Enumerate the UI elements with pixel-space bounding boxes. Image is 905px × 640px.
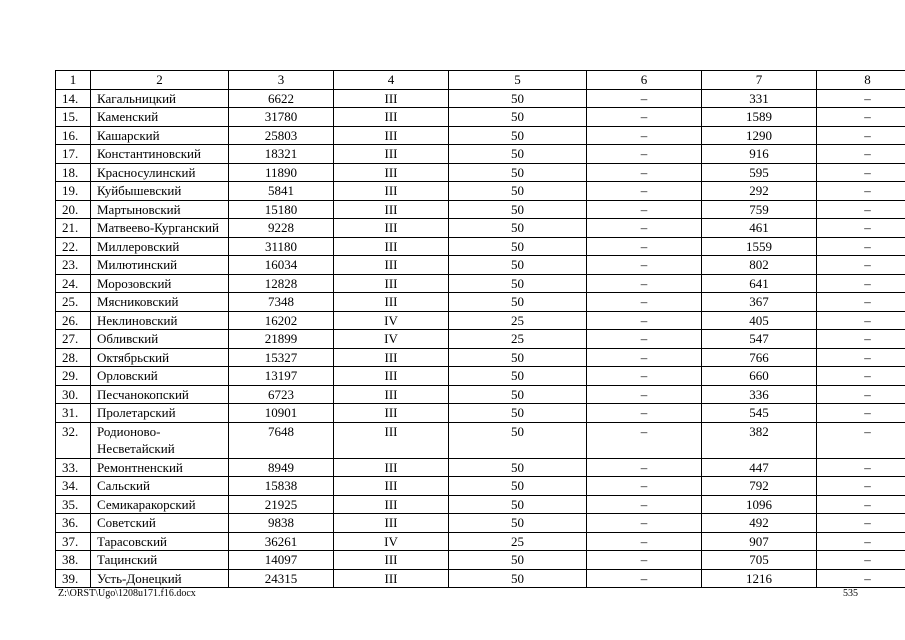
column-header: 5 bbox=[449, 71, 587, 90]
norm-cell: 50 bbox=[449, 256, 587, 275]
row-number-cell: 25. bbox=[56, 293, 91, 312]
row-number-cell: 39. bbox=[56, 569, 91, 588]
row-number-cell: 18. bbox=[56, 163, 91, 182]
population-cell: 5841 bbox=[229, 182, 334, 201]
row-number-cell: 16. bbox=[56, 126, 91, 145]
category-cell: III bbox=[334, 89, 449, 108]
norm-cell: 50 bbox=[449, 514, 587, 533]
district-name-cell: Каменский bbox=[91, 108, 229, 127]
col-8-cell: – bbox=[817, 163, 905, 182]
col-6-cell: – bbox=[587, 404, 702, 423]
col-8-cell: – bbox=[817, 367, 905, 386]
table-body bbox=[56, 71, 905, 588]
col-8-cell: – bbox=[817, 569, 905, 588]
district-name-cell: Советский bbox=[91, 514, 229, 533]
district-name-cell: Константиновский bbox=[91, 145, 229, 164]
table-row bbox=[56, 404, 905, 423]
category-cell: IV bbox=[334, 330, 449, 349]
category-cell: III bbox=[334, 422, 449, 458]
category-cell: III bbox=[334, 404, 449, 423]
col-6-cell: – bbox=[587, 532, 702, 551]
col-6-cell: – bbox=[587, 367, 702, 386]
value-cell: 447 bbox=[702, 458, 817, 477]
population-cell: 15327 bbox=[229, 348, 334, 367]
district-name-cell: Песчанокопский bbox=[91, 385, 229, 404]
col-8-cell: – bbox=[817, 89, 905, 108]
norm-cell: 50 bbox=[449, 219, 587, 238]
category-cell: III bbox=[334, 274, 449, 293]
norm-cell: 50 bbox=[449, 367, 587, 386]
col-8-cell: – bbox=[817, 311, 905, 330]
value-cell: 916 bbox=[702, 145, 817, 164]
row-number-cell: 24. bbox=[56, 274, 91, 293]
col-8-cell: – bbox=[817, 108, 905, 127]
category-cell: IV bbox=[334, 311, 449, 330]
row-number-cell: 15. bbox=[56, 108, 91, 127]
col-8-cell: – bbox=[817, 145, 905, 164]
norm-cell: 50 bbox=[449, 495, 587, 514]
row-number-cell: 35. bbox=[56, 495, 91, 514]
value-cell: 1216 bbox=[702, 569, 817, 588]
row-number-cell: 32. bbox=[56, 422, 91, 458]
col-6-cell: – bbox=[587, 385, 702, 404]
footer-file-path: Z:\ORST\Ugo\1208u171.f16.docx bbox=[58, 588, 196, 599]
row-number-cell: 37. bbox=[56, 532, 91, 551]
norm-cell: 50 bbox=[449, 404, 587, 423]
value-cell: 1290 bbox=[702, 126, 817, 145]
col-6-cell: – bbox=[587, 422, 702, 458]
col-6-cell: – bbox=[587, 330, 702, 349]
col-8-cell: – bbox=[817, 458, 905, 477]
row-number-cell: 17. bbox=[56, 145, 91, 164]
col-6-cell: – bbox=[587, 274, 702, 293]
value-cell: 792 bbox=[702, 477, 817, 496]
category-cell: III bbox=[334, 256, 449, 275]
value-cell: 367 bbox=[702, 293, 817, 312]
category-cell: III bbox=[334, 495, 449, 514]
population-cell: 21899 bbox=[229, 330, 334, 349]
norm-cell: 25 bbox=[449, 311, 587, 330]
value-cell: 547 bbox=[702, 330, 817, 349]
value-cell: 660 bbox=[702, 367, 817, 386]
column-header: 6 bbox=[587, 71, 702, 90]
table-row bbox=[56, 551, 905, 570]
norm-cell: 50 bbox=[449, 182, 587, 201]
district-name-cell: Милютинский bbox=[91, 256, 229, 275]
norm-cell: 50 bbox=[449, 237, 587, 256]
col-6-cell: – bbox=[587, 569, 702, 588]
col-8-cell: – bbox=[817, 293, 905, 312]
population-cell: 7648 bbox=[229, 422, 334, 458]
district-name-cell: Тарасовский bbox=[91, 532, 229, 551]
category-cell: III bbox=[334, 367, 449, 386]
table-row bbox=[56, 126, 905, 145]
norm-cell: 50 bbox=[449, 89, 587, 108]
table-row bbox=[56, 348, 905, 367]
value-cell: 292 bbox=[702, 182, 817, 201]
district-name-cell: Орловский bbox=[91, 367, 229, 386]
category-cell: III bbox=[334, 458, 449, 477]
footer-page-number: 535 bbox=[843, 588, 858, 599]
population-cell: 18321 bbox=[229, 145, 334, 164]
row-number-cell: 21. bbox=[56, 219, 91, 238]
table-row bbox=[56, 367, 905, 386]
column-header: 3 bbox=[229, 71, 334, 90]
norm-cell: 50 bbox=[449, 477, 587, 496]
table-row bbox=[56, 311, 905, 330]
value-cell: 1096 bbox=[702, 495, 817, 514]
population-cell: 9228 bbox=[229, 219, 334, 238]
population-cell: 13197 bbox=[229, 367, 334, 386]
table-row bbox=[56, 237, 905, 256]
table-row bbox=[56, 163, 905, 182]
population-cell: 7348 bbox=[229, 293, 334, 312]
norm-cell: 50 bbox=[449, 551, 587, 570]
col-6-cell: – bbox=[587, 89, 702, 108]
district-name-cell: Усть-Донецкий bbox=[91, 569, 229, 588]
district-name-cell: Пролетарский bbox=[91, 404, 229, 423]
row-number-cell: 38. bbox=[56, 551, 91, 570]
col-6-cell: – bbox=[587, 293, 702, 312]
category-cell: III bbox=[334, 200, 449, 219]
col-6-cell: – bbox=[587, 256, 702, 275]
value-cell: 766 bbox=[702, 348, 817, 367]
table-row bbox=[56, 330, 905, 349]
district-name-cell: Тацинский bbox=[91, 551, 229, 570]
district-name-cell: Ремонтненский bbox=[91, 458, 229, 477]
col-8-cell: – bbox=[817, 330, 905, 349]
category-cell: III bbox=[334, 219, 449, 238]
category-cell: III bbox=[334, 348, 449, 367]
population-cell: 14097 bbox=[229, 551, 334, 570]
category-cell: IV bbox=[334, 532, 449, 551]
norm-cell: 50 bbox=[449, 569, 587, 588]
col-6-cell: – bbox=[587, 108, 702, 127]
category-cell: III bbox=[334, 551, 449, 570]
category-cell: III bbox=[334, 477, 449, 496]
col-6-cell: – bbox=[587, 182, 702, 201]
col-8-cell: – bbox=[817, 385, 905, 404]
population-cell: 31780 bbox=[229, 108, 334, 127]
table-row bbox=[56, 495, 905, 514]
district-name-cell: Родионово-Несветайский bbox=[91, 422, 229, 458]
col-8-cell: – bbox=[817, 422, 905, 458]
norm-cell: 25 bbox=[449, 532, 587, 551]
col-6-cell: – bbox=[587, 311, 702, 330]
col-6-cell: – bbox=[587, 126, 702, 145]
population-cell: 36261 bbox=[229, 532, 334, 551]
row-number-cell: 19. bbox=[56, 182, 91, 201]
district-name-cell: Неклиновский bbox=[91, 311, 229, 330]
col-6-cell: – bbox=[587, 458, 702, 477]
category-cell: III bbox=[334, 108, 449, 127]
row-number-cell: 23. bbox=[56, 256, 91, 275]
district-name-cell: Мартыновский bbox=[91, 200, 229, 219]
value-cell: 595 bbox=[702, 163, 817, 182]
col-8-cell: – bbox=[817, 404, 905, 423]
district-name-cell: Красносулинский bbox=[91, 163, 229, 182]
table-row bbox=[56, 293, 905, 312]
value-cell: 382 bbox=[702, 422, 817, 458]
col-6-cell: – bbox=[587, 495, 702, 514]
table-row bbox=[56, 108, 905, 127]
district-name-cell: Мясниковский bbox=[91, 293, 229, 312]
row-number-cell: 29. bbox=[56, 367, 91, 386]
value-cell: 331 bbox=[702, 89, 817, 108]
population-cell: 24315 bbox=[229, 569, 334, 588]
row-number-cell: 34. bbox=[56, 477, 91, 496]
table-row bbox=[56, 422, 905, 458]
column-header: 8 bbox=[817, 71, 905, 90]
row-number-cell: 33. bbox=[56, 458, 91, 477]
col-8-cell: – bbox=[817, 514, 905, 533]
category-cell: III bbox=[334, 569, 449, 588]
table-row bbox=[56, 569, 905, 588]
norm-cell: 50 bbox=[449, 163, 587, 182]
population-cell: 15838 bbox=[229, 477, 334, 496]
district-name-cell: Обливский bbox=[91, 330, 229, 349]
value-cell: 492 bbox=[702, 514, 817, 533]
value-cell: 907 bbox=[702, 532, 817, 551]
norm-cell: 50 bbox=[449, 385, 587, 404]
value-cell: 641 bbox=[702, 274, 817, 293]
table-row bbox=[56, 219, 905, 238]
table-row bbox=[56, 182, 905, 201]
col-8-cell: – bbox=[817, 219, 905, 238]
row-number-cell: 27. bbox=[56, 330, 91, 349]
population-cell: 15180 bbox=[229, 200, 334, 219]
col-8-cell: – bbox=[817, 348, 905, 367]
value-cell: 802 bbox=[702, 256, 817, 275]
norm-cell: 50 bbox=[449, 458, 587, 477]
table-row bbox=[56, 532, 905, 551]
row-number-cell: 30. bbox=[56, 385, 91, 404]
district-name-cell: Кагальницкий bbox=[91, 89, 229, 108]
norm-cell: 50 bbox=[449, 108, 587, 127]
column-header: 4 bbox=[334, 71, 449, 90]
row-number-cell: 22. bbox=[56, 237, 91, 256]
col-8-cell: – bbox=[817, 237, 905, 256]
norm-cell: 50 bbox=[449, 422, 587, 458]
population-cell: 10901 bbox=[229, 404, 334, 423]
norm-cell: 50 bbox=[449, 274, 587, 293]
value-cell: 1559 bbox=[702, 237, 817, 256]
population-cell: 8949 bbox=[229, 458, 334, 477]
norm-cell: 50 bbox=[449, 348, 587, 367]
col-6-cell: – bbox=[587, 163, 702, 182]
population-cell: 16202 bbox=[229, 311, 334, 330]
col-8-cell: – bbox=[817, 200, 905, 219]
district-name-cell: Куйбышевский bbox=[91, 182, 229, 201]
district-name-cell: Матвеево-Курганский bbox=[91, 219, 229, 238]
row-number-cell: 26. bbox=[56, 311, 91, 330]
population-cell: 6622 bbox=[229, 89, 334, 108]
category-cell: III bbox=[334, 293, 449, 312]
population-cell: 6723 bbox=[229, 385, 334, 404]
col-6-cell: – bbox=[587, 219, 702, 238]
row-number-cell: 20. bbox=[56, 200, 91, 219]
row-number-cell: 28. bbox=[56, 348, 91, 367]
table-header-row bbox=[56, 71, 905, 90]
row-number-cell: 31. bbox=[56, 404, 91, 423]
table-row bbox=[56, 145, 905, 164]
category-cell: III bbox=[334, 163, 449, 182]
district-name-cell: Миллеровский bbox=[91, 237, 229, 256]
district-name-cell: Морозовский bbox=[91, 274, 229, 293]
table-row bbox=[56, 385, 905, 404]
table-row bbox=[56, 514, 905, 533]
category-cell: III bbox=[334, 237, 449, 256]
value-cell: 405 bbox=[702, 311, 817, 330]
value-cell: 461 bbox=[702, 219, 817, 238]
column-header: 2 bbox=[91, 71, 229, 90]
norm-cell: 25 bbox=[449, 330, 587, 349]
col-6-cell: – bbox=[587, 477, 702, 496]
col-6-cell: – bbox=[587, 348, 702, 367]
category-cell: III bbox=[334, 182, 449, 201]
population-cell: 12828 bbox=[229, 274, 334, 293]
category-cell: III bbox=[334, 145, 449, 164]
table-row bbox=[56, 458, 905, 477]
district-name-cell: Сальский bbox=[91, 477, 229, 496]
col-6-cell: – bbox=[587, 551, 702, 570]
district-name-cell: Семикаракорский bbox=[91, 495, 229, 514]
col-8-cell: – bbox=[817, 126, 905, 145]
col-8-cell: – bbox=[817, 274, 905, 293]
column-header: 7 bbox=[702, 71, 817, 90]
population-cell: 16034 bbox=[229, 256, 334, 275]
norm-cell: 50 bbox=[449, 200, 587, 219]
col-8-cell: – bbox=[817, 495, 905, 514]
table-row bbox=[56, 477, 905, 496]
col-6-cell: – bbox=[587, 237, 702, 256]
row-number-cell: 14. bbox=[56, 89, 91, 108]
population-cell: 31180 bbox=[229, 237, 334, 256]
norm-cell: 50 bbox=[449, 126, 587, 145]
row-number-cell: 36. bbox=[56, 514, 91, 533]
col-8-cell: – bbox=[817, 256, 905, 275]
population-cell: 21925 bbox=[229, 495, 334, 514]
population-cell: 25803 bbox=[229, 126, 334, 145]
col-6-cell: – bbox=[587, 514, 702, 533]
norm-cell: 50 bbox=[449, 145, 587, 164]
col-6-cell: – bbox=[587, 145, 702, 164]
col-8-cell: – bbox=[817, 182, 905, 201]
population-cell: 9838 bbox=[229, 514, 334, 533]
col-8-cell: – bbox=[817, 551, 905, 570]
table-row bbox=[56, 274, 905, 293]
population-cell: 11890 bbox=[229, 163, 334, 182]
table-row bbox=[56, 200, 905, 219]
norm-cell: 50 bbox=[449, 293, 587, 312]
value-cell: 336 bbox=[702, 385, 817, 404]
value-cell: 545 bbox=[702, 404, 817, 423]
category-cell: III bbox=[334, 514, 449, 533]
table-row bbox=[56, 256, 905, 275]
col-6-cell: – bbox=[587, 200, 702, 219]
column-header: 1 bbox=[56, 71, 91, 90]
category-cell: III bbox=[334, 385, 449, 404]
col-8-cell: – bbox=[817, 477, 905, 496]
value-cell: 1589 bbox=[702, 108, 817, 127]
value-cell: 705 bbox=[702, 551, 817, 570]
value-cell: 759 bbox=[702, 200, 817, 219]
district-name-cell: Кашарский bbox=[91, 126, 229, 145]
district-table bbox=[55, 70, 905, 588]
category-cell: III bbox=[334, 126, 449, 145]
table-row bbox=[56, 89, 905, 108]
district-name-cell: Октябрьский bbox=[91, 348, 229, 367]
col-8-cell: – bbox=[817, 532, 905, 551]
